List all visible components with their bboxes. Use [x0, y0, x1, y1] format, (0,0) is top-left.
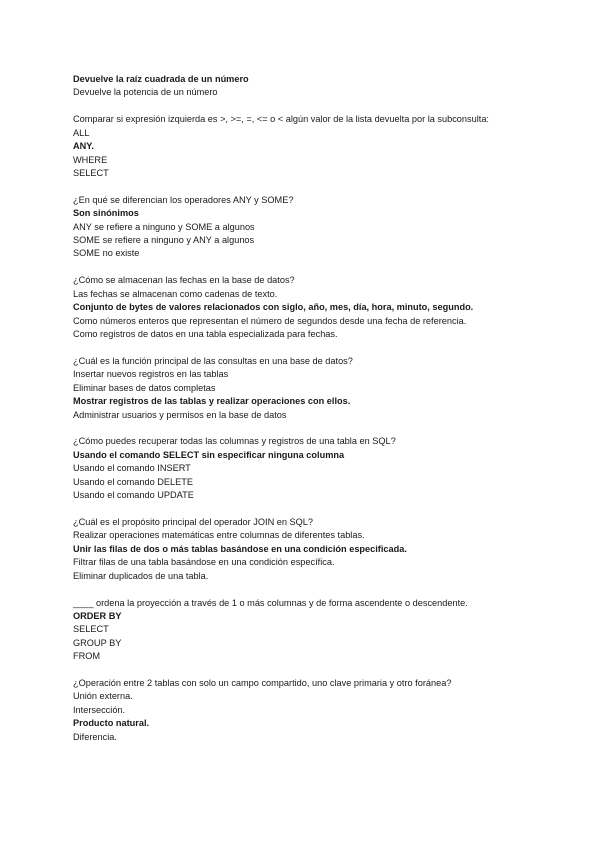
question-block	[73, 274, 573, 341]
answer-line: GROUP BY	[73, 637, 122, 648]
answer-line: Administrar usuarios y permisos en la base de datos	[73, 409, 287, 420]
highlighted-answer: ORDER BY	[73, 610, 122, 621]
block-first-line: ¿Cómo se almacenan las fechas en la base de datos?	[73, 275, 295, 286]
question-block	[73, 516, 573, 583]
answer-line: WHERE	[73, 154, 108, 165]
highlighted-answer: Usando el comando SELECT sin especificar ninguna columna	[73, 449, 345, 460]
answer-line: SELECT	[73, 624, 109, 635]
answer-line: Eliminar bases de datos completas	[73, 382, 216, 393]
answer-line: Intersección.	[73, 704, 126, 715]
answer-line: Realizar operaciones matemáticas entre columnas de diferentes tablas.	[73, 530, 365, 541]
answer-line: Diferencia.	[73, 731, 117, 742]
answer-line: SOME no existe	[73, 248, 140, 259]
answer-line: Como números enteros que representan el número de segundos desde una fecha de referencia.	[73, 315, 467, 326]
block-spacer	[73, 261, 573, 275]
answer-line: SOME se refiere a ninguno y ANY a algunos	[73, 235, 255, 246]
block-first-line: ¿Cuál es la función principal de las consultas en una base de datos?	[73, 355, 353, 366]
answer-line: Devuelve la potencia de un número	[73, 87, 218, 98]
question-block	[73, 113, 573, 180]
block-first-line: ¿Operación entre 2 tablas con solo un campo compartido, uno clave primaria y otro foránea?	[73, 678, 452, 689]
answer-line: Insertar nuevos registros en las tablas	[73, 369, 229, 380]
block-spacer	[73, 341, 573, 355]
answer-line: Eliminar duplicados de una tabla.	[73, 570, 209, 581]
block-spacer	[73, 100, 573, 114]
question-block	[73, 677, 573, 744]
block-spacer	[73, 180, 573, 194]
answer-line: Las fechas se almacenan como cadenas de texto.	[73, 288, 278, 299]
answer-line: ALL	[73, 127, 90, 138]
block-first-line: ¿Cómo puedes recuperar todas las columnas y registros de una tabla en SQL?	[73, 436, 396, 447]
block-spacer	[73, 583, 573, 597]
block-first-line: ____ ordena la proyección a través de 1 o más columnas y de forma ascendente o descendente.	[73, 597, 468, 608]
highlighted-answer: Unir las filas de dos o más tablas basándose en una condición especificada.	[73, 543, 407, 554]
question-block	[73, 73, 573, 100]
highlighted-answer: Conjunto de bytes de valores relacionados con siglo, año, mes, día, hora, minuto, segundo.	[73, 302, 474, 313]
question-block	[73, 597, 573, 664]
highlighted-answer: Producto natural.	[73, 718, 150, 729]
block-spacer	[73, 502, 573, 516]
question-block	[73, 435, 573, 502]
document-body	[73, 73, 573, 744]
answer-line: SELECT	[73, 167, 109, 178]
answer-line: Unión externa.	[73, 691, 133, 702]
block-spacer	[73, 422, 573, 436]
answer-line: Como registros de datos en una tabla especializada para fechas.	[73, 329, 338, 339]
question-block	[73, 194, 573, 261]
answer-line: Usando el comando UPDATE	[73, 490, 194, 501]
answer-line: FROM	[73, 651, 101, 662]
block-first-line: Comparar si expresión izquierda es >, >=, =, <= o < algún valor de la lista devuelta por la subconsulta:	[73, 114, 489, 125]
block-first-line: Devuelve la raíz cuadrada de un número	[73, 74, 249, 84]
highlighted-answer: ANY.	[73, 141, 94, 152]
block-first-line: ¿Cuál es el propósito principal del operador JOIN en SQL?	[73, 516, 314, 527]
highlighted-answer: Mostrar registros de las tablas y realizar operaciones con ellos.	[73, 396, 351, 407]
block-spacer	[73, 664, 573, 678]
answer-line: Usando el comando DELETE	[73, 476, 194, 487]
answer-line: Filtrar filas de una tabla basándose en una condición específica.	[73, 557, 335, 568]
question-block	[73, 355, 573, 422]
block-first-line: ¿En qué se diferencian los operadores ANY y SOME?	[73, 194, 294, 205]
highlighted-answer: Son sinónimos	[73, 208, 139, 219]
answer-line: ANY se refiere a ninguno y SOME a algunos	[73, 221, 255, 232]
answer-line: Usando el comando INSERT	[73, 463, 191, 474]
